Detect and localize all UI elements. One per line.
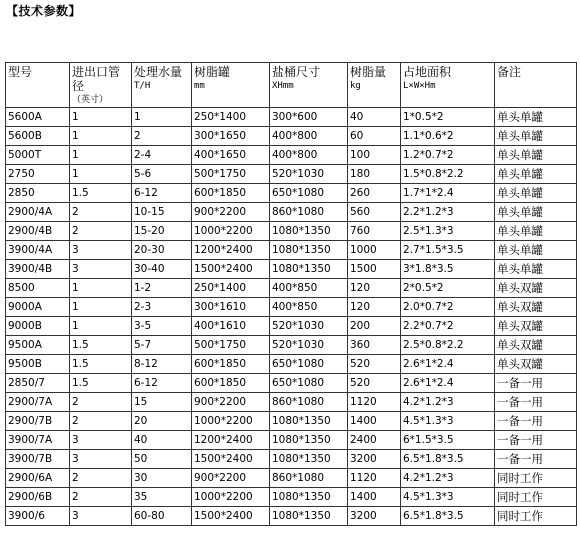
cell-model: 3900/7B xyxy=(6,450,70,469)
cell-resin-tank: 1500*2400 xyxy=(192,260,270,279)
cell-flow-rate: 15 xyxy=(132,393,192,412)
cell-resin-tank: 1200*2400 xyxy=(192,431,270,450)
cell-flow-rate: 20-30 xyxy=(132,241,192,260)
cell-footprint: 2*0.5*2 xyxy=(401,279,495,298)
header-model xyxy=(6,63,70,108)
cell-brine-tank-size: 1080*1350 xyxy=(270,260,348,279)
cell-pipe-diameter: 3 xyxy=(70,260,132,279)
header-footprint xyxy=(401,63,495,108)
cell-brine-tank-size: 400*800 xyxy=(270,127,348,146)
table-row xyxy=(6,260,577,279)
table-row xyxy=(6,203,577,222)
cell-resin-amount: 200 xyxy=(348,317,401,336)
cell-resin-amount: 520 xyxy=(348,374,401,393)
cell-resin-amount: 180 xyxy=(348,165,401,184)
cell-remark: 一备一用 xyxy=(495,412,577,431)
cell-footprint: 6.5*1.8*3.5 xyxy=(401,450,495,469)
cell-resin-amount: 3200 xyxy=(348,507,401,526)
cell-footprint: 1*0.5*2 xyxy=(401,108,495,127)
cell-resin-amount: 1120 xyxy=(348,393,401,412)
header-unit: XHmm xyxy=(272,81,294,91)
cell-flow-rate: 1 xyxy=(132,108,192,127)
cell-resin-tank: 1000*2200 xyxy=(192,488,270,507)
cell-resin-amount: 1400 xyxy=(348,412,401,431)
cell-model: 2900/7A xyxy=(6,393,70,412)
cell-flow-rate: 6-12 xyxy=(132,184,192,203)
header-unit: kg xyxy=(350,81,361,91)
cell-brine-tank-size: 1080*1350 xyxy=(270,507,348,526)
header-unit: T/H xyxy=(134,81,151,91)
cell-flow-rate: 50 xyxy=(132,450,192,469)
cell-resin-amount: 560 xyxy=(348,203,401,222)
cell-resin-tank: 600*1850 xyxy=(192,374,270,393)
table-row xyxy=(6,184,577,203)
table-row xyxy=(6,412,577,431)
cell-remark: 单头单罐 xyxy=(495,146,577,165)
cell-model: 3900/4B xyxy=(6,260,70,279)
cell-flow-rate: 5-6 xyxy=(132,165,192,184)
cell-flow-rate: 2-3 xyxy=(132,298,192,317)
cell-model: 8500 xyxy=(6,279,70,298)
cell-remark: 单头单罐 xyxy=(495,184,577,203)
header-resin-amount xyxy=(348,63,401,108)
cell-flow-rate: 6-12 xyxy=(132,374,192,393)
table-row xyxy=(6,488,577,507)
cell-model: 3900/6 xyxy=(6,507,70,526)
cell-footprint: 4.5*1.3*3 xyxy=(401,488,495,507)
cell-footprint: 1.7*1*2.4 xyxy=(401,184,495,203)
header-unit: （英寸） xyxy=(72,95,109,105)
header-label: 树脂罐 xyxy=(194,65,231,79)
cell-brine-tank-size: 400*850 xyxy=(270,279,348,298)
cell-pipe-diameter: 1.5 xyxy=(70,184,132,203)
header-label: 占地面积 xyxy=(403,65,452,79)
cell-resin-tank: 250*1400 xyxy=(192,108,270,127)
cell-resin-tank: 500*1750 xyxy=(192,336,270,355)
table-row xyxy=(6,393,577,412)
cell-resin-amount: 760 xyxy=(348,222,401,241)
cell-flow-rate: 10-15 xyxy=(132,203,192,222)
table-body xyxy=(6,108,577,526)
cell-resin-tank: 400*1610 xyxy=(192,317,270,336)
cell-brine-tank-size: 520*1030 xyxy=(270,317,348,336)
cell-flow-rate: 8-12 xyxy=(132,355,192,374)
cell-remark: 一备一用 xyxy=(495,450,577,469)
cell-footprint: 2.5*0.8*2.2 xyxy=(401,336,495,355)
cell-remark: 一备一用 xyxy=(495,374,577,393)
cell-pipe-diameter: 3 xyxy=(70,507,132,526)
header-label: 盐桶尺寸 xyxy=(272,65,321,79)
cell-resin-tank: 600*1850 xyxy=(192,184,270,203)
cell-model: 5600A xyxy=(6,108,70,127)
table-row xyxy=(6,374,577,393)
cell-footprint: 4.5*1.3*3 xyxy=(401,412,495,431)
cell-model: 9000A xyxy=(6,298,70,317)
cell-pipe-diameter: 3 xyxy=(70,450,132,469)
cell-model: 9000B xyxy=(6,317,70,336)
header-remark xyxy=(495,63,577,108)
cell-flow-rate: 2 xyxy=(132,127,192,146)
cell-resin-tank: 900*2200 xyxy=(192,393,270,412)
header-label: 树脂量 xyxy=(350,65,387,79)
cell-resin-amount: 60 xyxy=(348,127,401,146)
cell-resin-amount: 120 xyxy=(348,279,401,298)
header-pipe-diameter xyxy=(70,63,132,108)
cell-remark: 单头单罐 xyxy=(495,108,577,127)
cell-pipe-diameter: 2 xyxy=(70,203,132,222)
cell-model: 2850/7 xyxy=(6,374,70,393)
cell-resin-tank: 900*2200 xyxy=(192,203,270,222)
header-flow-rate xyxy=(132,63,192,108)
cell-footprint: 6.5*1.8*3.5 xyxy=(401,507,495,526)
table-row xyxy=(6,165,577,184)
cell-footprint: 3*1.8*3.5 xyxy=(401,260,495,279)
cell-resin-amount: 520 xyxy=(348,355,401,374)
table-row xyxy=(6,336,577,355)
cell-pipe-diameter: 1 xyxy=(70,108,132,127)
cell-resin-tank: 400*1650 xyxy=(192,146,270,165)
cell-brine-tank-size: 520*1030 xyxy=(270,336,348,355)
cell-remark: 单头双罐 xyxy=(495,317,577,336)
cell-model: 9500B xyxy=(6,355,70,374)
cell-remark: 单头单罐 xyxy=(495,222,577,241)
cell-flow-rate: 40 xyxy=(132,431,192,450)
cell-footprint: 4.2*1.2*3 xyxy=(401,469,495,488)
cell-footprint: 1.2*0.7*2 xyxy=(401,146,495,165)
cell-brine-tank-size: 300*600 xyxy=(270,108,348,127)
cell-model: 2750 xyxy=(6,165,70,184)
cell-model: 5600B xyxy=(6,127,70,146)
cell-resin-tank: 1000*2200 xyxy=(192,412,270,431)
cell-pipe-diameter: 3 xyxy=(70,241,132,260)
cell-footprint: 2.6*1*2.4 xyxy=(401,355,495,374)
cell-remark: 一备一用 xyxy=(495,431,577,450)
header-label: 型号 xyxy=(8,65,33,79)
cell-footprint: 2.0*0.7*2 xyxy=(401,298,495,317)
spec-table xyxy=(5,62,577,526)
cell-resin-amount: 1120 xyxy=(348,469,401,488)
cell-resin-tank: 1500*2400 xyxy=(192,450,270,469)
cell-model: 3900/7A xyxy=(6,431,70,450)
cell-model: 2900/7B xyxy=(6,412,70,431)
cell-remark: 同时工作 xyxy=(495,469,577,488)
cell-footprint: 6*1.5*3.5 xyxy=(401,431,495,450)
table-row xyxy=(6,431,577,450)
cell-flow-rate: 15-20 xyxy=(132,222,192,241)
cell-resin-tank: 1500*2400 xyxy=(192,507,270,526)
cell-pipe-diameter: 2 xyxy=(70,222,132,241)
cell-remark: 单头单罐 xyxy=(495,203,577,222)
cell-pipe-diameter: 1.5 xyxy=(70,374,132,393)
cell-footprint: 4.2*1.2*3 xyxy=(401,393,495,412)
cell-pipe-diameter: 1 xyxy=(70,127,132,146)
cell-brine-tank-size: 1080*1350 xyxy=(270,431,348,450)
cell-model: 3900/4A xyxy=(6,241,70,260)
cell-pipe-diameter: 2 xyxy=(70,412,132,431)
section-title: 【技术参数】 xyxy=(6,4,82,18)
cell-resin-amount: 40 xyxy=(348,108,401,127)
cell-model: 5000T xyxy=(6,146,70,165)
cell-footprint: 2.2*0.7*2 xyxy=(401,317,495,336)
cell-model: 9500A xyxy=(6,336,70,355)
header-unit: mm xyxy=(194,81,205,91)
cell-model: 2900/6A xyxy=(6,469,70,488)
cell-remark: 同时工作 xyxy=(495,507,577,526)
cell-flow-rate: 30 xyxy=(132,469,192,488)
cell-resin-tank: 1000*2200 xyxy=(192,222,270,241)
cell-model: 2850 xyxy=(6,184,70,203)
cell-brine-tank-size: 520*1030 xyxy=(270,165,348,184)
cell-resin-tank: 1200*2400 xyxy=(192,241,270,260)
cell-pipe-diameter: 1.5 xyxy=(70,336,132,355)
cell-brine-tank-size: 860*1080 xyxy=(270,469,348,488)
cell-brine-tank-size: 650*1080 xyxy=(270,374,348,393)
cell-flow-rate: 35 xyxy=(132,488,192,507)
cell-resin-amount: 3200 xyxy=(348,450,401,469)
cell-footprint: 2.7*1.5*3.5 xyxy=(401,241,495,260)
cell-remark: 同时工作 xyxy=(495,488,577,507)
cell-brine-tank-size: 400*850 xyxy=(270,298,348,317)
cell-brine-tank-size: 1080*1350 xyxy=(270,412,348,431)
cell-brine-tank-size: 1080*1350 xyxy=(270,222,348,241)
cell-resin-amount: 260 xyxy=(348,184,401,203)
cell-resin-amount: 1500 xyxy=(348,260,401,279)
cell-brine-tank-size: 1080*1350 xyxy=(270,450,348,469)
cell-resin-tank: 300*1650 xyxy=(192,127,270,146)
table-row xyxy=(6,450,577,469)
table-row xyxy=(6,298,577,317)
cell-model: 2900/4A xyxy=(6,203,70,222)
cell-brine-tank-size: 1080*1350 xyxy=(270,488,348,507)
cell-remark: 单头双罐 xyxy=(495,298,577,317)
cell-footprint: 2.5*1.3*3 xyxy=(401,222,495,241)
cell-remark: 单头单罐 xyxy=(495,165,577,184)
table-row xyxy=(6,222,577,241)
cell-resin-tank: 600*1850 xyxy=(192,355,270,374)
cell-remark: 单头双罐 xyxy=(495,336,577,355)
header-label: 进出口管径 xyxy=(72,65,121,93)
cell-footprint: 2.6*1*2.4 xyxy=(401,374,495,393)
cell-flow-rate: 2-4 xyxy=(132,146,192,165)
cell-resin-amount: 1400 xyxy=(348,488,401,507)
table-row xyxy=(6,469,577,488)
cell-resin-tank: 300*1610 xyxy=(192,298,270,317)
table-row xyxy=(6,127,577,146)
cell-flow-rate: 5-7 xyxy=(132,336,192,355)
table-row xyxy=(6,279,577,298)
cell-resin-amount: 100 xyxy=(348,146,401,165)
header-row xyxy=(6,63,577,108)
table-row xyxy=(6,507,577,526)
cell-resin-amount: 1000 xyxy=(348,241,401,260)
cell-brine-tank-size: 1080*1350 xyxy=(270,241,348,260)
cell-resin-tank: 500*1750 xyxy=(192,165,270,184)
cell-pipe-diameter: 2 xyxy=(70,469,132,488)
cell-model: 2900/6B xyxy=(6,488,70,507)
cell-resin-amount: 360 xyxy=(348,336,401,355)
cell-resin-amount: 120 xyxy=(348,298,401,317)
header-label: 处理水量 xyxy=(134,65,183,79)
cell-resin-tank: 250*1400 xyxy=(192,279,270,298)
cell-footprint: 2.2*1.2*3 xyxy=(401,203,495,222)
cell-model: 2900/4B xyxy=(6,222,70,241)
cell-brine-tank-size: 400*800 xyxy=(270,146,348,165)
header-unit: L×W×Hm xyxy=(403,81,436,91)
table-row xyxy=(6,146,577,165)
table-row xyxy=(6,241,577,260)
cell-flow-rate: 30-40 xyxy=(132,260,192,279)
header-label: 备注 xyxy=(497,65,522,79)
cell-flow-rate: 60-80 xyxy=(132,507,192,526)
cell-footprint: 1.5*0.8*2.2 xyxy=(401,165,495,184)
cell-remark: 单头单罐 xyxy=(495,260,577,279)
cell-pipe-diameter: 1 xyxy=(70,279,132,298)
cell-remark: 单头单罐 xyxy=(495,127,577,146)
cell-brine-tank-size: 650*1080 xyxy=(270,355,348,374)
cell-flow-rate: 20 xyxy=(132,412,192,431)
header-resin-tank xyxy=(192,63,270,108)
cell-resin-tank: 900*2200 xyxy=(192,469,270,488)
cell-footprint: 1.1*0.6*2 xyxy=(401,127,495,146)
cell-pipe-diameter: 1 xyxy=(70,317,132,336)
cell-pipe-diameter: 1 xyxy=(70,146,132,165)
cell-brine-tank-size: 860*1080 xyxy=(270,393,348,412)
table-row xyxy=(6,355,577,374)
cell-remark: 单头双罐 xyxy=(495,279,577,298)
cell-brine-tank-size: 860*1080 xyxy=(270,203,348,222)
cell-remark: 单头单罐 xyxy=(495,241,577,260)
cell-remark: 一备一用 xyxy=(495,393,577,412)
cell-flow-rate: 3-5 xyxy=(132,317,192,336)
cell-pipe-diameter: 2 xyxy=(70,488,132,507)
cell-resin-amount: 2400 xyxy=(348,431,401,450)
cell-pipe-diameter: 2 xyxy=(70,393,132,412)
cell-pipe-diameter: 3 xyxy=(70,431,132,450)
cell-pipe-diameter: 1.5 xyxy=(70,355,132,374)
cell-remark: 单头双罐 xyxy=(495,355,577,374)
cell-brine-tank-size: 650*1080 xyxy=(270,184,348,203)
cell-pipe-diameter: 1 xyxy=(70,298,132,317)
table-row xyxy=(6,317,577,336)
cell-flow-rate: 1-2 xyxy=(132,279,192,298)
cell-pipe-diameter: 1 xyxy=(70,165,132,184)
header-brine-tank-size xyxy=(270,63,348,108)
table-row xyxy=(6,108,577,127)
